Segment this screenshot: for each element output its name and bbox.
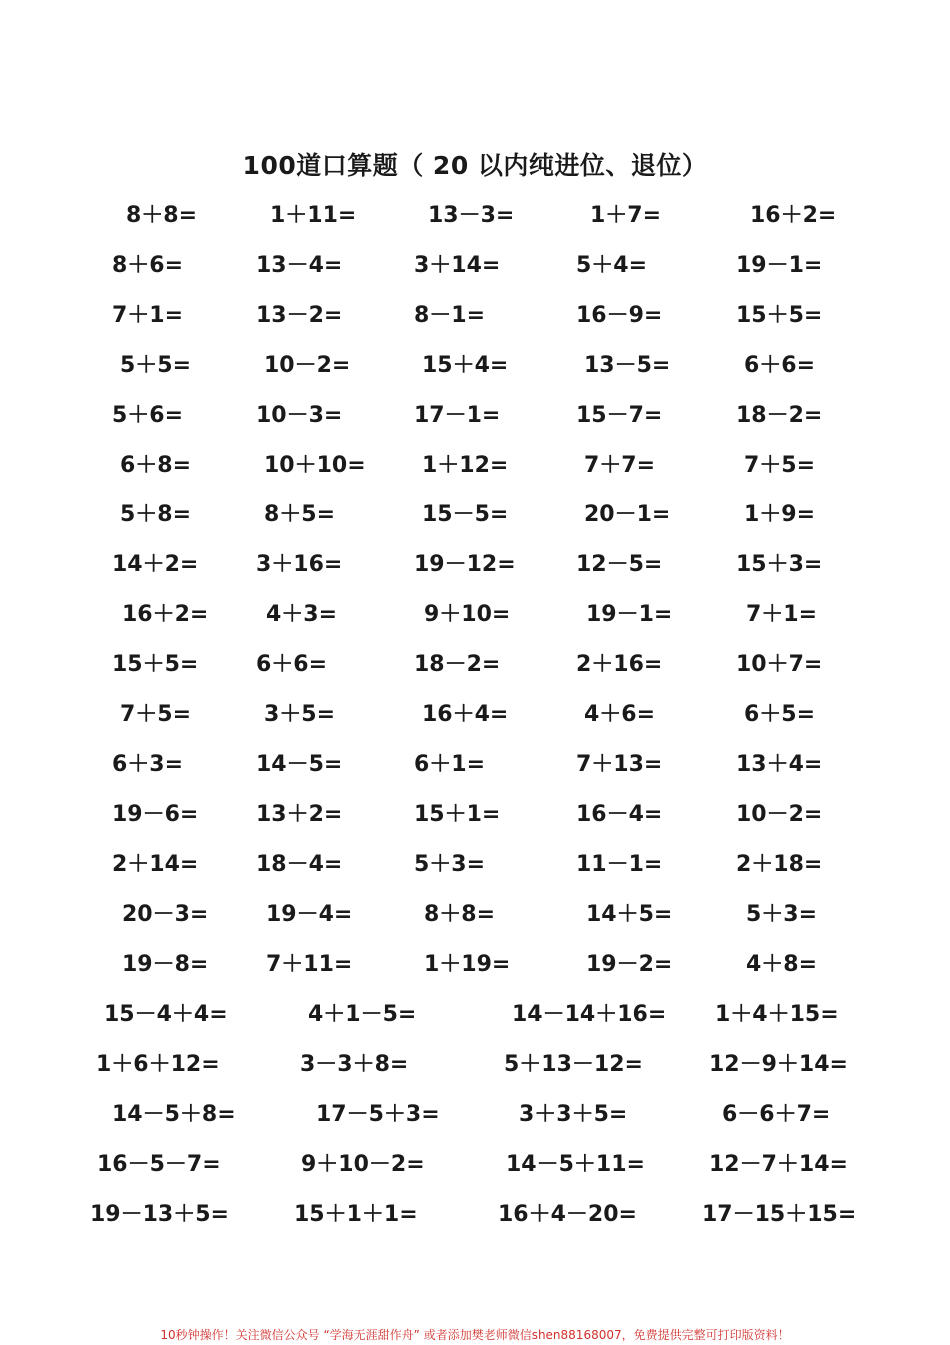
problem-5-3: 17－1= (414, 402, 501, 428)
problem-1-1: 8＋8= (126, 203, 198, 228)
problem-15-5: 5＋3= (746, 901, 818, 927)
problem-9-5: 7＋1= (746, 602, 818, 628)
problem-7-4: 20－1= (584, 502, 671, 528)
problem-13-3: 15＋1= (414, 801, 501, 827)
problem-2-4: 5＋4= (576, 252, 648, 278)
page-title: 100道口算题（ 20 以内纯进位、退位） (242, 151, 708, 180)
problem-9-1: 16＋2= (122, 602, 209, 628)
problem-2-1: 8＋6= (112, 252, 184, 278)
problem-4-3: 15＋4= (422, 352, 509, 378)
problem-16-3: 1＋19= (424, 951, 511, 977)
mixed-problem-4-2: 9＋10－2= (301, 1152, 425, 1177)
problem-5-5: 18－2= (736, 402, 823, 428)
problem-3-3: 8－1= (414, 302, 486, 328)
problem-11-3: 16＋4= (422, 702, 509, 727)
problem-14-4: 11－1= (576, 851, 663, 877)
problem-16-1: 19－8= (122, 951, 209, 977)
mixed-problem-3-4: 6－6＋7= (722, 1102, 831, 1127)
mixed-problem-4-4: 12－7＋14= (709, 1152, 848, 1177)
mixed-problem-2-4: 12－9＋14= (709, 1052, 848, 1077)
problem-15-3: 8＋8= (424, 901, 496, 927)
problem-10-1: 15＋5= (112, 652, 199, 678)
problem-13-2: 13＋2= (256, 801, 343, 827)
problem-1-2: 1＋11= (270, 203, 357, 228)
problem-15-2: 19－4= (266, 901, 353, 927)
problem-11-1: 7＋5= (120, 702, 192, 727)
mixed-problem-5-3: 16＋4－20= (498, 1202, 637, 1227)
problem-10-5: 10＋7= (736, 652, 823, 678)
mixed-problem-2-2: 3－3＋8= (300, 1052, 409, 1077)
mixed-problem-1-2: 4＋1－5= (308, 1002, 417, 1027)
problem-3-5: 15＋5= (736, 302, 823, 328)
problem-15-4: 14＋5= (586, 901, 673, 927)
problem-13-5: 10－2= (736, 801, 823, 827)
problem-13-4: 16－4= (576, 801, 663, 827)
problem-6-3: 1＋12= (422, 452, 509, 478)
problem-14-5: 2＋18= (736, 851, 823, 877)
problem-16-5: 4＋8= (746, 951, 818, 977)
problem-9-4: 19－1= (586, 602, 673, 628)
mixed-problem-5-2: 15＋1＋1= (294, 1202, 418, 1227)
problem-8-2: 3＋16= (256, 552, 343, 578)
footer-note: 10秒钟操作！关注微信公众号 “学海无涯甜作舟” 或者添加樊老师微信shen88168007，免费提供完整可打印版资料！ (160, 1328, 790, 1342)
problem-2-3: 3＋14= (414, 252, 501, 278)
problem-8-3: 19－12= (414, 552, 516, 578)
problem-10-4: 2＋16= (576, 652, 663, 678)
problem-2-2: 13－4= (256, 252, 343, 278)
problem-6-5: 7＋5= (744, 452, 816, 478)
mixed-problem-5-4: 17－15＋15= (702, 1202, 857, 1227)
problem-5-2: 10－3= (256, 402, 343, 428)
problem-11-5: 6＋5= (744, 702, 816, 727)
mixed-problem-2-3: 5＋13－12= (504, 1052, 643, 1077)
problem-1-3: 13－3= (428, 203, 515, 228)
problem-14-3: 5＋3= (414, 851, 486, 877)
problem-6-2: 10＋10= (264, 452, 366, 478)
problem-11-4: 4＋6= (584, 702, 656, 727)
problem-6-4: 7＋7= (584, 452, 656, 478)
problem-12-1: 6＋3= (112, 751, 184, 777)
problem-7-1: 5＋8= (120, 502, 192, 528)
problem-3-2: 13－2= (256, 302, 343, 328)
problem-12-3: 6＋1= (414, 751, 486, 777)
problem-8-1: 14＋2= (112, 552, 199, 578)
problem-2-5: 19－1= (736, 252, 823, 278)
problem-7-3: 15－5= (422, 502, 509, 528)
problem-10-2: 6＋6= (256, 652, 328, 678)
problem-12-2: 14－5= (256, 751, 343, 777)
problem-16-2: 7＋11= (266, 951, 353, 977)
problem-3-1: 7＋1= (112, 302, 184, 328)
problem-13-1: 19－6= (112, 801, 199, 827)
problem-1-5: 16＋2= (750, 203, 837, 228)
problem-12-5: 13＋4= (736, 751, 823, 777)
problem-1-4: 1＋7= (590, 203, 662, 228)
mixed-problem-5-1: 19－13＋5= (90, 1202, 229, 1227)
problem-9-3: 9＋10= (424, 602, 511, 628)
mixed-problem-1-4: 1＋4＋15= (715, 1002, 839, 1027)
problem-8-5: 15＋3= (736, 552, 823, 578)
problem-14-2: 18－4= (256, 851, 343, 877)
problem-3-4: 16－9= (576, 302, 663, 328)
problem-9-2: 4＋3= (266, 602, 338, 628)
problem-15-1: 20－3= (122, 901, 209, 927)
mixed-problem-2-1: 1＋6＋12= (96, 1052, 220, 1077)
mixed-problem-3-1: 14－5＋8= (112, 1102, 236, 1127)
problem-12-4: 7＋13= (576, 751, 663, 777)
problem-6-1: 6＋8= (120, 452, 192, 478)
mixed-problem-1-1: 15－4＋4= (104, 1002, 228, 1027)
problem-16-4: 19－2= (586, 951, 673, 977)
problem-10-3: 18－2= (414, 652, 501, 678)
mixed-problem-4-3: 14－5＋11= (506, 1152, 645, 1177)
problem-7-2: 8＋5= (264, 502, 336, 528)
mixed-problem-3-3: 3＋3＋5= (519, 1102, 628, 1127)
problem-14-1: 2＋14= (112, 851, 199, 877)
problem-4-4: 13－5= (584, 352, 671, 378)
problem-7-5: 1＋9= (744, 502, 816, 528)
mixed-problem-4-1: 16－5－7= (97, 1152, 221, 1177)
problem-4-5: 6＋6= (744, 352, 816, 378)
problem-4-2: 10－2= (264, 352, 351, 378)
problem-5-4: 15－7= (576, 402, 663, 428)
problem-4-1: 5＋5= (120, 352, 192, 378)
mixed-problem-3-2: 17－5＋3= (316, 1102, 440, 1127)
problem-8-4: 12－5= (576, 552, 663, 578)
problem-5-1: 5＋6= (112, 402, 184, 428)
problem-11-2: 3＋5= (264, 702, 336, 727)
mixed-problem-1-3: 14－14＋16= (512, 1002, 667, 1027)
